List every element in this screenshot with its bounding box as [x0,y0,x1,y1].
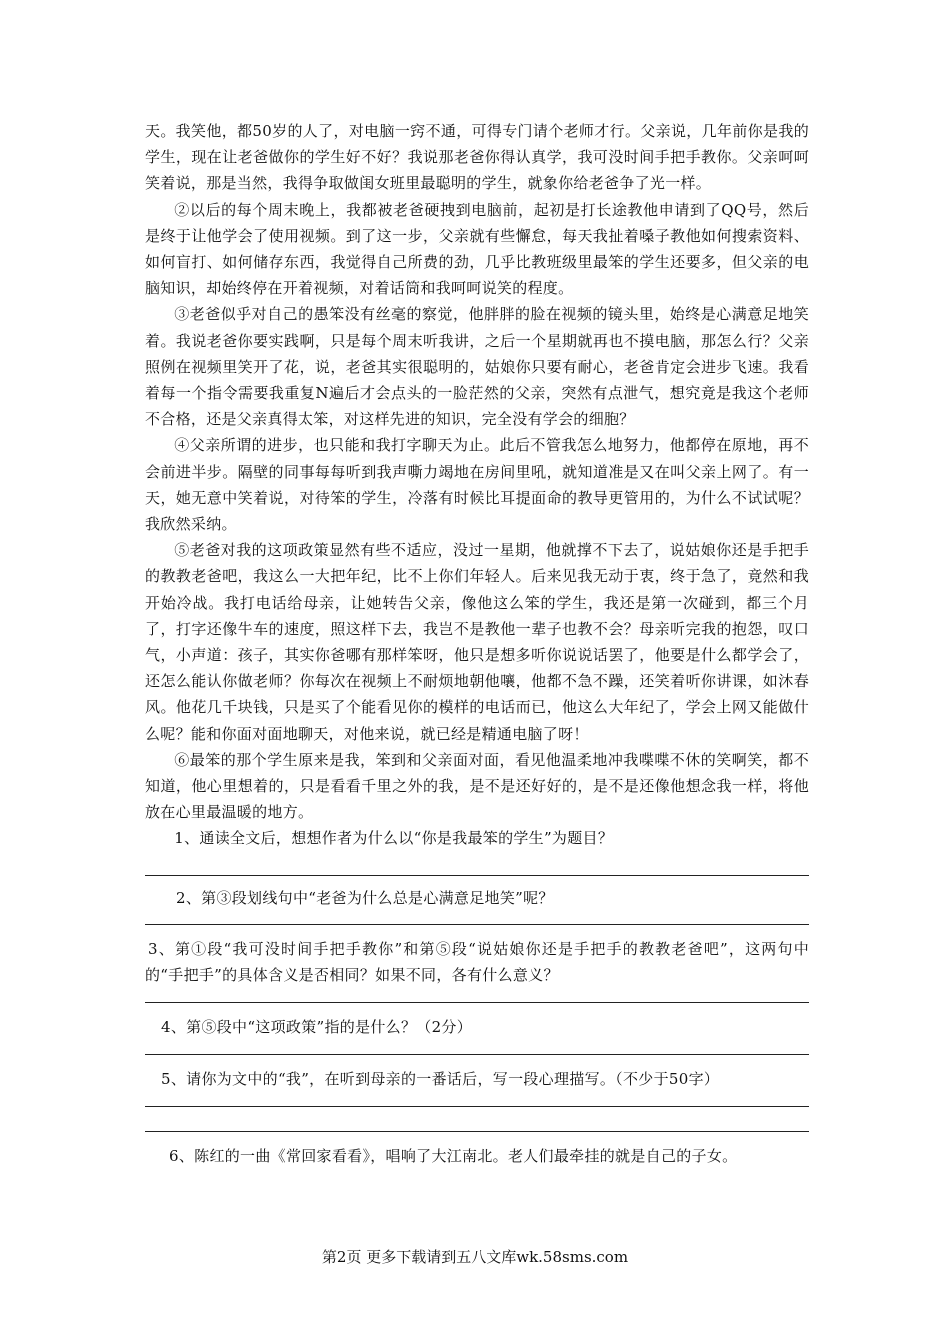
paragraph-continued: 天。我笑他，都50岁的人了，对电脑一窍不通，可得专门请个老师才行。父亲说，几年前你是我的学生，现在让老爸做你的学生好不好？我说那老爸你得认真学，我可没时间手把手教你。父亲呵呵笑着说，那是当然，我得争取做闺女班里最聪明的学生，就象你给老爸争了光一样。 [145,122,809,193]
paragraph-4: ④父亲所谓的进步，也只能和我打字聊天为止。此后不管我怎么地努力，他都停在原地，再不会前进半步。隔壁的同事每每听到我声嘶力竭地在房间里吼，就知道准是又在叫父亲上网了。有一天，她无意中笑着说，对待笨的学生，冷落有时候比耳提面命的教导更管用的，为什么不试试呢？我欣然采纳。 [145,436,809,534]
document-page [145,118,809,1169]
answer-line-5a [145,1106,809,1107]
page-footer: 第2页 更多下载请到五八文库wk.58sms.com [321,1248,629,1266]
answer-line-5b [145,1131,809,1132]
answer-line-3 [145,1002,809,1003]
answer-line-2 [145,924,809,925]
paragraph-6: ⑥最笨的那个学生原来是我，笨到和父亲面对面，看见他温柔地冲我喋喋不休的笑啊笑，都不知道，他心里想着的，只是看看千里之外的我，是不是还好好的，是不是还像他想念我一样，将他放在心里最温暖的地方。 [145,750,809,822]
question-6: 6、陈红的一曲《常回家看看》，唱响了大江南北。老人们最牵挂的就是自己的子女。 [169,1146,738,1165]
answer-line-1 [145,875,809,876]
question-4: 4、第⑤段中“这项政策”指的是什么？（2分） [161,1018,473,1037]
question-3: 3、第①段“我可没时间手把手教你”和第⑤段“说姑娘你还是手把手的教教老爸吧”，这两句中的“手把手”的具体含义是否相同？如果不同，各有什么意义？ [145,939,809,985]
question-2: 2、第③段划线句中“老爸为什么总是心满意足地笑”呢？ [176,888,554,907]
question-1: 1、通读全文后，想想作者为什么以“你是我最笨的学生”为题目？ [174,829,614,848]
question-5: 5、请你为文中的“我”，在听到母亲的一番话后，写一段心理描写。（不少于50字） [161,1069,720,1088]
paragraph-2: ②以后的每个周末晚上，我都被老爸硬拽到电脑前，起初是打长途教他申请到了QQ号，然后是终于让他学会了使用视频。到了这一步，父亲就有些懈怠，每天我扯着嗓子教他如何搜索资料、如何盲打、如何储存东西，我觉得自己所费的劲，几乎比教班级里最笨的学生还要多，但父亲的电脑知识，却始终停在开着视频，对着话筒和我呵呵说笑的程度。 [145,200,809,298]
paragraph-3: ③老爸似乎对自己的愚笨没有丝毫的察觉，他胖胖的脸在视频的镜头里，始终是心满意足地笑着。我说老爸你要实践啊，只是每个周末听我讲，之后一个星期就再也不摸电脑，那怎么行？父亲照例在视频里笑开了花，说，老爸其实很聪明的，姑娘你只要有耐心，老爸肯定会进步飞速。我看着每一个指令需要我重复N遍后才会点头的一脸茫然的父亲，突然有点泄气，想究竟是我这个老师不合格，还是父亲真得太笨，对这样先进的知识，完全没有学会的细胞？ [145,305,809,429]
answer-line-4 [145,1054,809,1055]
paragraph-5: ⑤老爸对我的这项政策显然有些不适应，没过一星期，他就撑不下去了，说姑娘你还是手把手的教教老爸吧，我这么一大把年纪，比不上你们年轻人。后来见我无动于衷，终于急了，竟然和我开始冷战。我打电话给母亲，让她转告父亲，像他这么笨的学生，我还是第一次碰到，都三个月了，打字还像牛车的速度，照这样下去，我岂不是教他一辈子也教不会？母亲听完我的抱怨，叹口气，小声道：孩子，其实你爸哪有那样笨呀，他只是想多听你说说话罢了，他要是什么都学会了，还怎么能认你做老师？你每次在视频上不耐烦地朝他嚷，他都不急不躁，还笑着听你讲课，如沐春风。他花几千块钱，只是买了个能看见你的模样的电话而已，他这么大年纪了，学会上网又能做什么呢？能和你面对面地聊天，对他来说，就已经是精通电脑了呀！ [145,541,809,743]
